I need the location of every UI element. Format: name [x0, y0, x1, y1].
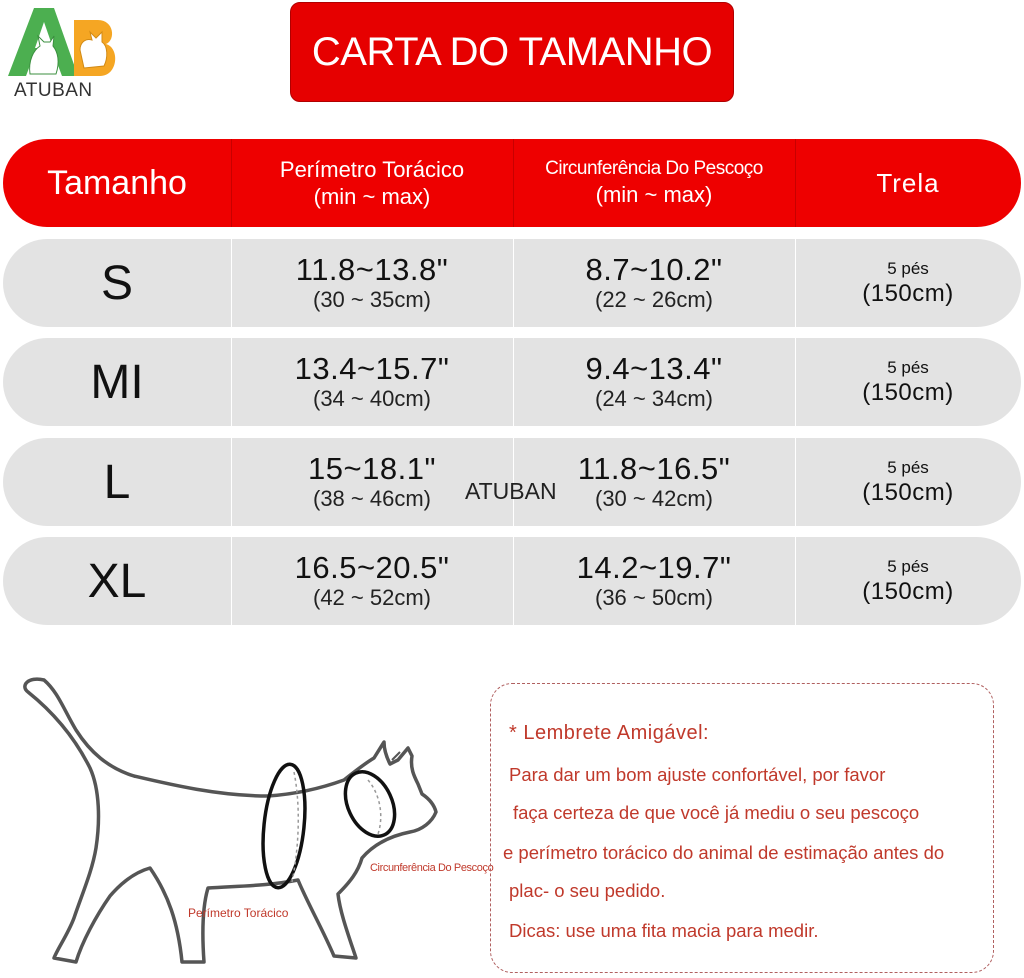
cat-illustration [18, 672, 494, 972]
leash-feet: 5 pés [887, 556, 929, 576]
chest-cm: (42 ~ 52cm) [313, 584, 431, 610]
reminder-title: * Lembrete Amigável: [509, 722, 710, 744]
chest-cm: (34 ~ 40cm) [313, 385, 431, 411]
chest-cm: (30 ~ 35cm) [313, 286, 431, 312]
neck-cm: (24 ~ 34cm) [595, 385, 713, 411]
header-neck-title: Circunferência Do Pescoço [545, 158, 763, 180]
leash-cm: (150cm) [862, 577, 954, 605]
chest-cm: (38 ~ 46cm) [313, 485, 431, 511]
table-header-row [3, 139, 1021, 227]
brand-logo [4, 4, 124, 100]
neck-measure-label: Circunferência Do Pescoço [370, 862, 494, 874]
reminder-line: plac- o seu pedido. [509, 880, 666, 901]
table-row [3, 537, 1021, 625]
leash-cm: (150cm) [862, 378, 954, 406]
neck-inches: 11.8~16.5" [577, 451, 731, 487]
header-leash-cell [795, 139, 1021, 227]
neck-cm: (30 ~ 42cm) [595, 485, 713, 511]
page-title: CARTA DO TAMANHO [311, 29, 713, 74]
leash-feet: 5 pés [887, 258, 929, 278]
table-row [3, 239, 1021, 327]
header-chest-title: Perímetro Torácico [279, 156, 465, 182]
size-label: XL [87, 554, 147, 608]
size-label: L [103, 455, 131, 509]
leash-feet: 5 pés [887, 457, 929, 477]
chest-measure-label: Perímetro Torácico [188, 906, 289, 920]
cat-outline-icon [18, 672, 478, 972]
brand-name: ATUBAN [14, 80, 93, 101]
neck-inches: 14.2~19.7" [576, 550, 732, 586]
cat-dog-ab-logo-icon [4, 4, 120, 80]
chest-inches: 13.4~15.7" [294, 351, 450, 387]
size-label: MI [90, 355, 144, 409]
leash-feet: 5 pés [887, 357, 929, 377]
reminder-tip: Dicas: use uma fita macia para medir. [509, 920, 819, 941]
neck-inches: 8.7~10.2" [585, 252, 723, 288]
leash-cm: (150cm) [862, 478, 954, 506]
watermark-text: ATUBAN [465, 478, 557, 504]
header-neck-sub: (min ~ max) [595, 182, 713, 208]
size-label: S [100, 256, 133, 310]
reminder-line: Para dar um bom ajuste confortável, por favor [509, 764, 886, 785]
chest-inches: 15~18.1" [308, 451, 436, 487]
header-neck-cell [513, 139, 795, 227]
reminder-line: e perímetro torácico do animal de estimação antes do [503, 842, 945, 863]
leash-cm: (150cm) [862, 279, 954, 307]
header-size: Tamanho [47, 163, 187, 202]
chest-inches: 11.8~13.8" [295, 252, 449, 288]
header-chest-sub: (min ~ max) [313, 184, 431, 209]
neck-inches: 9.4~13.4" [585, 351, 723, 387]
reminder-line: faça certeza de que você já mediu o seu pescoço [513, 802, 920, 823]
chest-inches: 16.5~20.5" [294, 550, 450, 586]
neck-cm: (36 ~ 50cm) [595, 584, 713, 610]
neck-cm: (22 ~ 26cm) [595, 286, 713, 312]
header-size-cell [3, 139, 231, 227]
header-leash: Trela [876, 167, 940, 198]
title-banner [290, 2, 734, 102]
header-chest-cell [231, 139, 513, 227]
friendly-reminder-box [490, 683, 994, 973]
table-row [3, 338, 1021, 426]
